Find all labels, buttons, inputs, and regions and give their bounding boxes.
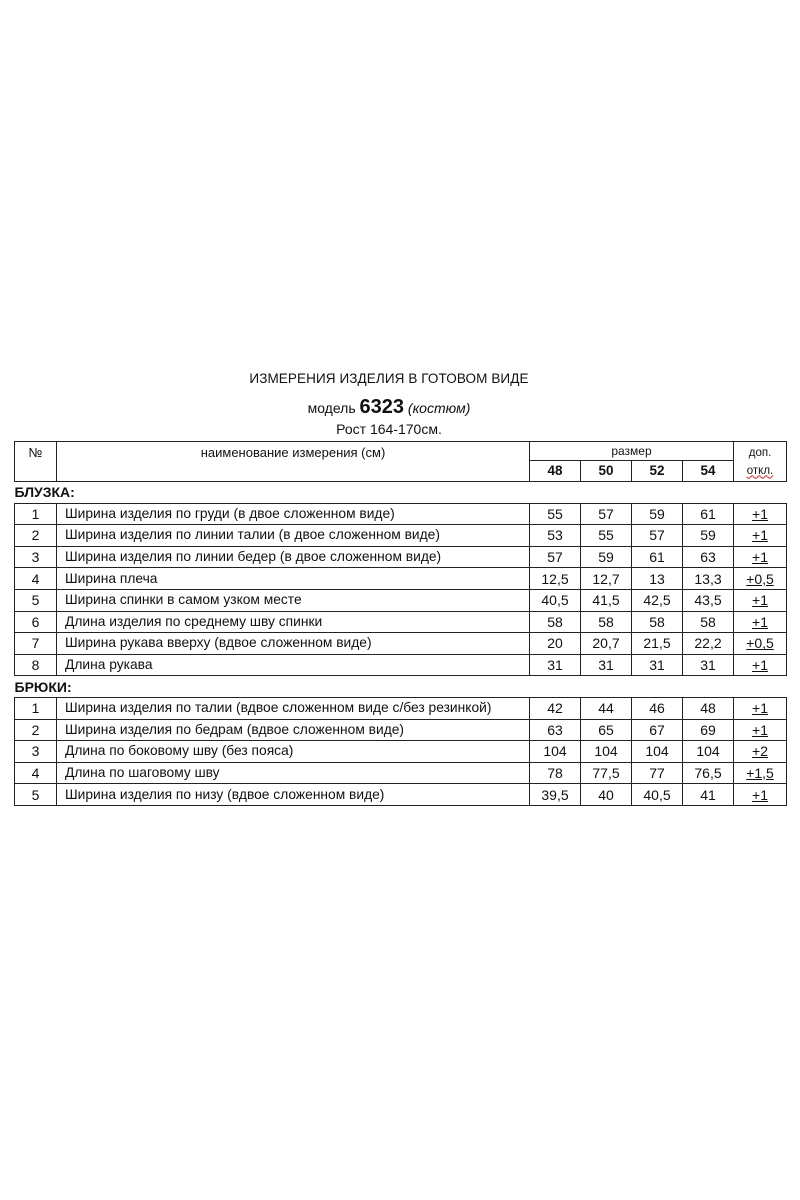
- size-50-value: 41,5: [581, 589, 632, 611]
- tolerance-cell: [734, 503, 787, 525]
- measurement-name: Ширина рукава вверху (вдвое сложенном виде): [57, 633, 530, 655]
- size-48-value: 63: [530, 719, 581, 741]
- size-50-value: 59: [581, 546, 632, 568]
- measurement-name: Ширина изделия по груди (в двое сложенном виде): [57, 503, 530, 525]
- size-54-value: 43,5: [683, 589, 734, 611]
- tolerance-cell: [734, 741, 787, 763]
- size-54-value: 31: [683, 654, 734, 676]
- section-title: БЛУЗКА:: [15, 482, 787, 504]
- tolerance-value: +1,5: [746, 765, 774, 782]
- tolerance-value: +1: [752, 700, 768, 717]
- tolerance-value: +0,5: [746, 635, 774, 652]
- measurement-name: Ширина изделия по бедрам (вдвое сложенном виде): [57, 719, 530, 741]
- tolerance-cell: [734, 654, 787, 676]
- row-number: 5: [15, 784, 57, 806]
- measurements-table: [14, 441, 787, 806]
- size-50-header: 50: [581, 461, 632, 482]
- size-54-value: 63: [683, 546, 734, 568]
- size-50-value: 77,5: [581, 762, 632, 784]
- tolerance-value: +1: [752, 786, 768, 803]
- model-line: [0, 396, 800, 419]
- size-54-value: 58: [683, 611, 734, 633]
- measurement-name: Ширина плеча: [57, 568, 530, 590]
- size-50-value: 55: [581, 525, 632, 547]
- row-number: 8: [15, 654, 57, 676]
- row-number: 4: [15, 762, 57, 784]
- size-48-value: 20: [530, 633, 581, 655]
- size-52-value: 46: [632, 697, 683, 719]
- measurement-name: Длина по боковому шву (без пояса): [57, 741, 530, 763]
- table-row: [15, 503, 787, 525]
- row-number: 2: [15, 525, 57, 547]
- tolerance-cell: [734, 589, 787, 611]
- tolerance-cell: [734, 762, 787, 784]
- tolerance-cell: [734, 525, 787, 547]
- size-54-value: 59: [683, 525, 734, 547]
- size-54-value: 22,2: [683, 633, 734, 655]
- size-48-value: 31: [530, 654, 581, 676]
- size-48-value: 42: [530, 697, 581, 719]
- table-row: [15, 654, 787, 676]
- section-row: [15, 482, 787, 504]
- size-54-value: 41: [683, 784, 734, 806]
- row-number: 1: [15, 697, 57, 719]
- table-row: [15, 697, 787, 719]
- size-52-value: 13: [632, 568, 683, 590]
- size-52-value: 31: [632, 654, 683, 676]
- measurement-name: Ширина изделия по низу (вдвое сложенном виде): [57, 784, 530, 806]
- tolerance-cell: [734, 546, 787, 568]
- tolerance-value: +1: [752, 657, 768, 674]
- tolerance-value: +1: [752, 549, 768, 566]
- size-52-value: 59: [632, 503, 683, 525]
- tolerance-cell: [734, 611, 787, 633]
- row-number: 4: [15, 568, 57, 590]
- table-row: [15, 568, 787, 590]
- table-row: [15, 589, 787, 611]
- document-header: [0, 368, 800, 438]
- tolerance-value: +1: [752, 613, 768, 630]
- row-number: 1: [15, 503, 57, 525]
- size-50-value: 58: [581, 611, 632, 633]
- size-54-header: 54: [683, 461, 734, 482]
- section-title: БРЮКИ:: [15, 676, 787, 698]
- size-50-value: 12,7: [581, 568, 632, 590]
- size-48-value: 104: [530, 741, 581, 763]
- measurement-name: Ширина изделия по линии талии (в двое сложенном виде): [57, 525, 530, 547]
- col-name-header: наименование измерения (см): [57, 442, 530, 482]
- table-row: [15, 719, 787, 741]
- model-prefix: модель: [307, 400, 356, 416]
- tolerance-cell: [734, 784, 787, 806]
- measurement-name: Ширина спинки в самом узком месте: [57, 589, 530, 611]
- tolerance-value: +1: [752, 721, 768, 738]
- size-50-value: 20,7: [581, 633, 632, 655]
- tolerance-value: +2: [752, 743, 768, 760]
- tolerance-cell: [734, 633, 787, 655]
- size-54-value: 69: [683, 719, 734, 741]
- table-row: [15, 784, 787, 806]
- section-row: [15, 676, 787, 698]
- size-48-value: 58: [530, 611, 581, 633]
- size-52-value: 58: [632, 611, 683, 633]
- size-52-value: 61: [632, 546, 683, 568]
- size-52-value: 104: [632, 741, 683, 763]
- tolerance-value: +0,5: [746, 570, 774, 587]
- size-50-value: 65: [581, 719, 632, 741]
- table-row: [15, 611, 787, 633]
- size-48-value: 57: [530, 546, 581, 568]
- size-52-header: 52: [632, 461, 683, 482]
- row-number: 7: [15, 633, 57, 655]
- size-48-header: 48: [530, 461, 581, 482]
- table-row: [15, 633, 787, 655]
- row-number: 2: [15, 719, 57, 741]
- size-48-value: 39,5: [530, 784, 581, 806]
- row-number: 6: [15, 611, 57, 633]
- row-number: 3: [15, 741, 57, 763]
- size-54-value: 61: [683, 503, 734, 525]
- measurement-name: Длина изделия по среднему шву спинки: [57, 611, 530, 633]
- tolerance-value: +1: [752, 527, 768, 544]
- size-50-value: 31: [581, 654, 632, 676]
- tolerance-value: +1: [752, 505, 768, 522]
- size-52-value: 67: [632, 719, 683, 741]
- measurement-name: Ширина изделия по талии (вдвое сложенном виде с/без резинкой): [57, 697, 530, 719]
- measurement-name: Длина по шаговому шву: [57, 762, 530, 784]
- row-number: 5: [15, 589, 57, 611]
- col-tolerance-header: [734, 442, 787, 482]
- size-52-value: 57: [632, 525, 683, 547]
- model-kind: (костюм): [407, 400, 471, 416]
- size-54-value: 48: [683, 697, 734, 719]
- size-50-value: 40: [581, 784, 632, 806]
- table-row: [15, 525, 787, 547]
- tolerance-label-1: доп.: [748, 446, 772, 459]
- size-48-value: 40,5: [530, 589, 581, 611]
- tolerance-value: +1: [752, 592, 768, 609]
- size-52-value: 40,5: [632, 784, 683, 806]
- height-range: Рост 164-170см.: [336, 421, 442, 437]
- size-54-value: 104: [683, 741, 734, 763]
- size-50-value: 104: [581, 741, 632, 763]
- size-54-value: 76,5: [683, 762, 734, 784]
- tolerance-cell: [734, 719, 787, 741]
- model-number: 6323: [359, 396, 405, 418]
- table-row: [15, 762, 787, 784]
- size-52-value: 21,5: [632, 633, 683, 655]
- tolerance-label-2: откл.: [746, 464, 774, 477]
- size-48-value: 55: [530, 503, 581, 525]
- document-title: ИЗМЕРЕНИЯ ИЗДЕЛИЯ В ГОТОВОМ ВИДЕ: [249, 371, 529, 386]
- size-48-value: 12,5: [530, 568, 581, 590]
- measurement-name: Длина рукава: [57, 654, 530, 676]
- col-no-header: №: [15, 442, 57, 482]
- size-50-value: 44: [581, 697, 632, 719]
- size-48-value: 78: [530, 762, 581, 784]
- size-52-value: 42,5: [632, 589, 683, 611]
- tolerance-cell: [734, 697, 787, 719]
- measurement-name: Ширина изделия по линии бедер (в двое сложенном виде): [57, 546, 530, 568]
- size-52-value: 77: [632, 762, 683, 784]
- size-48-value: 53: [530, 525, 581, 547]
- table-header-row: [15, 442, 787, 461]
- col-size-header: размер: [530, 442, 734, 461]
- size-50-value: 57: [581, 503, 632, 525]
- row-number: 3: [15, 546, 57, 568]
- size-54-value: 13,3: [683, 568, 734, 590]
- tolerance-cell: [734, 568, 787, 590]
- table-row: [15, 546, 787, 568]
- table-row: [15, 741, 787, 763]
